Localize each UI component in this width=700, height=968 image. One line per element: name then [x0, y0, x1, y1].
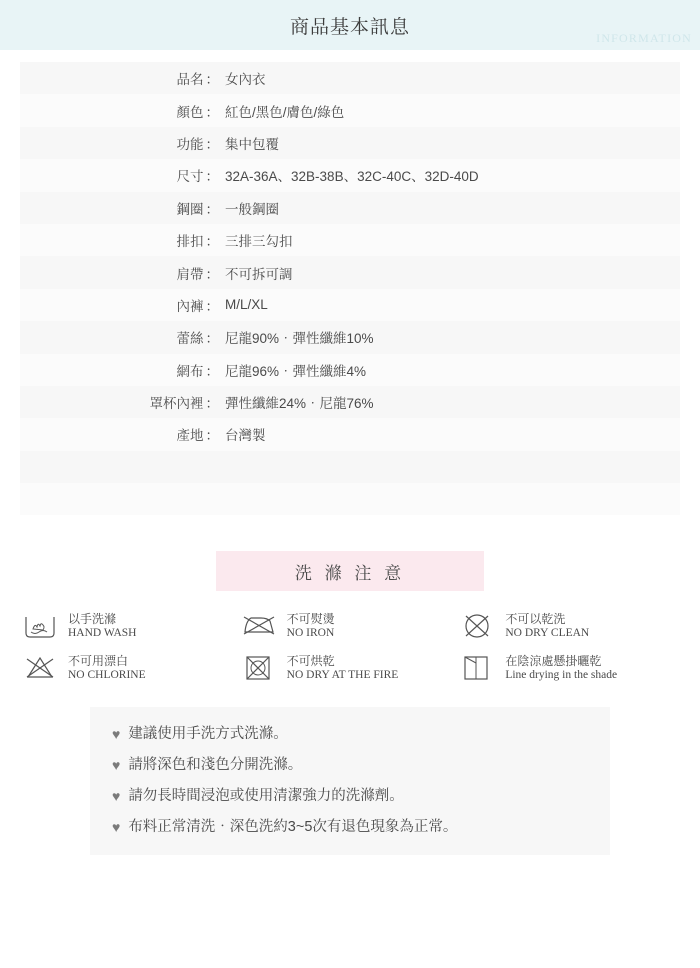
spec-value: 尼龍96%‧彈性纖維4% [225, 363, 367, 379]
hand-wash-icon [22, 609, 62, 643]
spec-separator: ： [205, 72, 219, 88]
table-row [20, 483, 680, 515]
care-label-zh: 以手洗滌 [68, 612, 117, 627]
care-text [68, 654, 146, 682]
spec-label-text: 肩帶 [176, 266, 204, 282]
table-row [20, 256, 680, 288]
spec-label-text: 內褲 [176, 298, 204, 314]
spec-separator: ： [205, 201, 219, 217]
care-text [505, 612, 589, 640]
spec-label-text: 品名 [176, 72, 204, 88]
page-header [0, 0, 700, 50]
table-row [20, 127, 680, 159]
heart-icon: ♥ [112, 726, 121, 743]
wash-heading-wrapper [0, 551, 700, 591]
spec-label [20, 192, 221, 224]
spec-label [20, 224, 221, 256]
table-row [20, 354, 680, 386]
table-row [20, 224, 680, 256]
tip-text: 建議使用手洗方式洗滌。 [128, 726, 288, 743]
list-item [112, 725, 600, 744]
spec-label-text: 鋼圈 [176, 201, 204, 217]
table-row [20, 321, 680, 353]
heart-icon: ♥ [112, 788, 121, 805]
care-label-en: NO DRY CLEAN [505, 626, 590, 639]
spec-value: 彈性纖維24%‧尼龍76% [225, 396, 374, 412]
spec-value: 一般鋼圈 [225, 201, 279, 217]
care-label-zh: 不可烘乾 [286, 654, 335, 669]
table-row [20, 94, 680, 126]
table-row [20, 451, 680, 483]
spec-separator: ： [205, 169, 219, 185]
spec-label [20, 127, 221, 159]
spec-label [20, 386, 221, 418]
spec-value: 集中包覆 [225, 136, 279, 152]
page-subtitle: INFORMATION [596, 31, 692, 45]
spec-separator: ： [205, 298, 219, 314]
spec-value: M/L/XL [225, 297, 268, 313]
care-label-en: NO CHLORINE [68, 668, 146, 681]
wash-tips-box [90, 707, 610, 854]
spec-label [20, 62, 221, 94]
heart-icon: ♥ [112, 819, 121, 835]
care-label-zh: 不可熨燙 [286, 612, 335, 627]
care-label-zh: 不可用漂白 [68, 654, 129, 669]
care-symbol-grid [22, 609, 678, 685]
list-item [112, 756, 600, 775]
table-row [20, 62, 680, 94]
spec-label [20, 159, 221, 191]
spec-separator: ： [205, 266, 219, 282]
no-dry-clean-icon [459, 609, 499, 643]
care-text [505, 654, 617, 682]
care-item-no-iron [241, 609, 460, 643]
table-row [20, 159, 680, 191]
no-chlorine-icon [22, 651, 62, 685]
care-text [68, 612, 136, 640]
care-label-zh: 在陰涼處懸掛曬乾 [505, 654, 602, 669]
tip-text: 布料正常清洗‧深色洗約3~5次有退色現象為正常。 [128, 819, 458, 835]
spec-separator: ： [205, 331, 219, 347]
spec-label [20, 289, 221, 321]
care-item-line-dry-shade [459, 651, 678, 685]
spec-separator: ： [205, 363, 219, 379]
care-label-zh: 不可以乾洗 [505, 612, 566, 627]
spec-table [20, 62, 680, 515]
list-item [112, 787, 600, 806]
spec-label-text: 網布 [176, 363, 204, 379]
care-text [287, 654, 399, 682]
care-item-no-tumble-dry [241, 651, 460, 685]
spec-separator: ： [205, 396, 219, 412]
no-iron-icon [241, 609, 281, 643]
spec-label [20, 354, 221, 386]
care-label-en: Line drying in the shade [505, 668, 618, 681]
spec-value: 32A-36A、32B-38B、32C-40C、32D-40D [225, 169, 479, 185]
spec-value: 台灣製 [225, 428, 266, 444]
spec-label [20, 321, 221, 353]
spec-separator: ： [205, 234, 219, 250]
table-row [20, 418, 680, 450]
spec-label [20, 256, 221, 288]
tip-text: 請將深色和淺色分開洗滌。 [128, 757, 303, 774]
spec-label-text: 功能 [176, 136, 204, 152]
spec-value: 尼龍90%‧彈性纖維10% [225, 331, 374, 347]
spec-label [20, 418, 221, 450]
table-row [20, 289, 680, 321]
table-row [20, 386, 680, 418]
care-item-hand-wash [22, 609, 241, 643]
tip-text: 請勿長時間浸泡或使用清潔強力的洗滌劑。 [128, 788, 404, 805]
spec-label [20, 94, 221, 126]
spec-table-wrapper [0, 50, 700, 515]
table-row [20, 192, 680, 224]
spec-value: 紅色/黑色/膚色/綠色 [225, 104, 345, 120]
care-item-no-chlorine [22, 651, 241, 685]
spec-label [20, 451, 221, 483]
care-label-en: NO IRON [286, 626, 335, 639]
list-item [112, 818, 600, 837]
spec-separator: ： [205, 428, 219, 444]
heart-icon: ♥ [112, 757, 121, 774]
wash-heading: 洗 滌 注 意 [216, 551, 484, 591]
spec-label-text: 尺寸 [176, 169, 204, 185]
spec-label-text: 排扣 [176, 234, 204, 250]
line-dry-shade-icon [459, 651, 499, 685]
spec-separator: ： [205, 104, 219, 120]
no-tumble-dry-icon [241, 651, 281, 685]
care-text [287, 612, 335, 640]
spec-label-text: 顏色 [176, 104, 204, 120]
spec-value: 不可拆可調 [225, 266, 293, 282]
care-label-en: NO DRY AT THE FIRE [286, 668, 399, 681]
care-item-no-dry-clean [459, 609, 678, 643]
spec-label-text: 產地 [176, 428, 204, 444]
spec-value [221, 483, 680, 515]
spec-value: 三排三勾扣 [225, 234, 293, 250]
spec-separator: ： [205, 136, 219, 152]
spec-value [221, 451, 680, 483]
spec-label-text: 蕾絲 [176, 331, 204, 347]
spec-label [20, 483, 221, 515]
care-label-en: HAND WASH [68, 626, 137, 639]
spec-value: 女內衣 [225, 72, 266, 88]
spec-label-text: 罩杯內裡 [149, 396, 204, 412]
page-title: 商品基本訊息 [289, 16, 410, 38]
